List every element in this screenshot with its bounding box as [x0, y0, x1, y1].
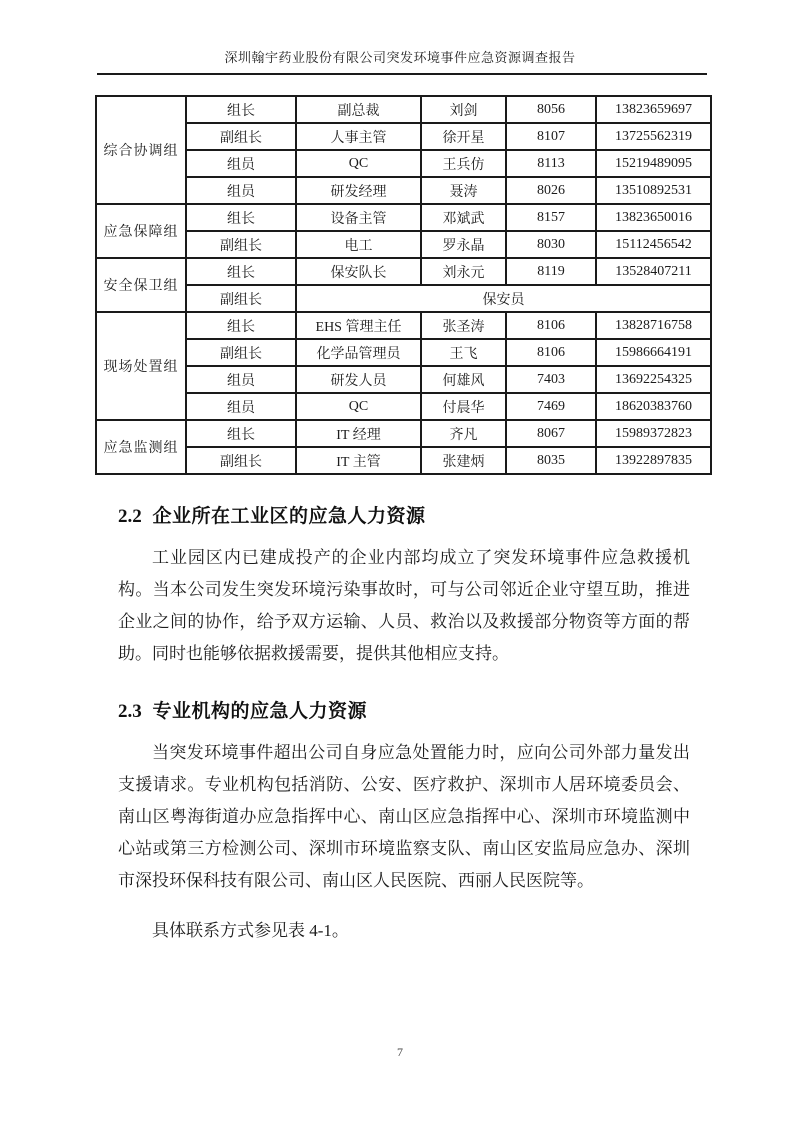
section-2-2-paragraph: 工业园区内已建成投产的企业内部均成立了突发环境事件应急救援机构。当本公司发生突发环境污染事故时，可与公司邻近企业守望互助，推进企业之间的协作，给予双方运输、人员、救治以及救援部分物资等方面的帮助。同时也能够依据救援需要，提供其他相应支持。	[118, 548, 690, 663]
page-number: 7	[397, 1045, 403, 1059]
extension-cell: 8056	[506, 96, 596, 123]
role-cell: 组长	[186, 96, 296, 123]
phone-cell: 15986664191	[596, 339, 711, 366]
section-2-3-title: 专业机构的应急人力资源	[152, 701, 368, 722]
section-2-2-heading	[118, 501, 690, 528]
person-cell: 何雄风	[421, 366, 506, 393]
person-cell: 聂涛	[421, 177, 506, 204]
phone-cell: 15112456542	[596, 231, 711, 258]
role-cell: 副组长	[186, 447, 296, 474]
person-cell: 邓斌武	[421, 204, 506, 231]
title-cell: 化学品管理员	[296, 339, 421, 366]
table-row	[96, 204, 711, 231]
title-cell: 研发人员	[296, 366, 421, 393]
title-cell: EHS 管理主任	[296, 312, 421, 339]
role-cell: 副组长	[186, 285, 296, 312]
person-cell: 王兵仿	[421, 150, 506, 177]
phone-cell: 13528407211	[596, 258, 711, 285]
table-row	[96, 447, 711, 474]
phone-cell: 13823650016	[596, 204, 711, 231]
extension-cell: 7469	[506, 393, 596, 420]
page-header	[0, 0, 800, 75]
phone-cell: 18620383760	[596, 393, 711, 420]
group-name-cell: 安全保卫组	[96, 258, 186, 312]
title-cell: QC	[296, 150, 421, 177]
extension-cell: 8113	[506, 150, 596, 177]
title-cell: IT 经理	[296, 420, 421, 447]
extension-cell: 8106	[506, 312, 596, 339]
section-2-3	[0, 696, 800, 947]
phone-cell: 13692254325	[596, 366, 711, 393]
phone-cell: 13828716758	[596, 312, 711, 339]
table-row	[96, 285, 711, 312]
group-name-cell: 现场处置组	[96, 312, 186, 420]
extension-cell: 8035	[506, 447, 596, 474]
role-cell: 组员	[186, 150, 296, 177]
header-rule	[97, 73, 707, 75]
role-cell: 组长	[186, 420, 296, 447]
section-2-3-number: 2.3	[118, 701, 142, 722]
person-cell: 罗永晶	[421, 231, 506, 258]
group-name-cell: 应急保障组	[96, 204, 186, 258]
role-cell: 组员	[186, 366, 296, 393]
extension-cell: 8106	[506, 339, 596, 366]
phone-cell: 15219489095	[596, 150, 711, 177]
section-2-2	[0, 501, 800, 670]
page-footer	[0, 1045, 800, 1060]
title-cell: 研发经理	[296, 177, 421, 204]
section-2-2-title: 企业所在工业区的应急人力资源	[152, 506, 426, 527]
emergency-team-table	[95, 95, 712, 475]
table-row	[96, 96, 711, 123]
role-cell: 组员	[186, 393, 296, 420]
extension-cell: 7403	[506, 366, 596, 393]
extension-cell: 8067	[506, 420, 596, 447]
table-row	[96, 420, 711, 447]
section-2-3-heading	[118, 696, 690, 723]
person-cell: 刘永元	[421, 258, 506, 285]
phone-cell: 15989372823	[596, 420, 711, 447]
person-cell: 付晨华	[421, 393, 506, 420]
merged-cell: 保安员	[296, 285, 711, 312]
table-row	[96, 366, 711, 393]
table-row	[96, 339, 711, 366]
person-cell: 齐凡	[421, 420, 506, 447]
extension-cell: 8026	[506, 177, 596, 204]
person-cell: 徐开星	[421, 123, 506, 150]
title-cell: 人事主管	[296, 123, 421, 150]
table-row	[96, 177, 711, 204]
role-cell: 组长	[186, 258, 296, 285]
title-cell: QC	[296, 393, 421, 420]
phone-cell: 13725562319	[596, 123, 711, 150]
title-cell: IT 主管	[296, 447, 421, 474]
table-row	[96, 231, 711, 258]
phone-cell: 13510892531	[596, 177, 711, 204]
person-cell: 张建炳	[421, 447, 506, 474]
table-row	[96, 312, 711, 339]
title-cell: 设备主管	[296, 204, 421, 231]
role-cell: 组员	[186, 177, 296, 204]
phone-cell: 13823659697	[596, 96, 711, 123]
person-cell: 王飞	[421, 339, 506, 366]
group-name-cell: 应急监测组	[96, 420, 186, 474]
table-row	[96, 150, 711, 177]
title-cell: 电工	[296, 231, 421, 258]
title-cell: 副总裁	[296, 96, 421, 123]
person-cell: 刘剑	[421, 96, 506, 123]
section-2-3-reference-line: 具体联系方式参见表 4-1。	[152, 921, 349, 940]
role-cell: 组长	[186, 312, 296, 339]
extension-cell: 8157	[506, 204, 596, 231]
role-cell: 副组长	[186, 123, 296, 150]
section-2-2-number: 2.2	[118, 506, 142, 527]
extension-cell: 8107	[506, 123, 596, 150]
group-name-cell: 综合协调组	[96, 96, 186, 204]
table-row	[96, 393, 711, 420]
extension-cell: 8030	[506, 231, 596, 258]
role-cell: 副组长	[186, 231, 296, 258]
section-2-3-paragraph: 当突发环境事件超出公司自身应急处置能力时，应向公司外部力量发出支援请求。专业机构包括消防、公安、医疗救护、深圳市人居环境委员会、南山区粤海街道办应急指挥中心、南山区应急指挥中心、深圳市环境监测中心站或第三方检测公司、深圳市环境监察支队、南山区安监局应急办、深圳市深投环保科技有限公司、南山区人民医院、西丽人民医院等。	[118, 743, 690, 890]
header-title: 深圳翰宇药业股份有限公司突发环境事件应急资源调查报告	[224, 50, 576, 65]
role-cell: 副组长	[186, 339, 296, 366]
table-row	[96, 123, 711, 150]
table-row	[96, 258, 711, 285]
title-cell: 保安队长	[296, 258, 421, 285]
role-cell: 组长	[186, 204, 296, 231]
extension-cell: 8119	[506, 258, 596, 285]
emergency-team-table-body	[96, 96, 711, 474]
phone-cell: 13922897835	[596, 447, 711, 474]
person-cell: 张圣涛	[421, 312, 506, 339]
